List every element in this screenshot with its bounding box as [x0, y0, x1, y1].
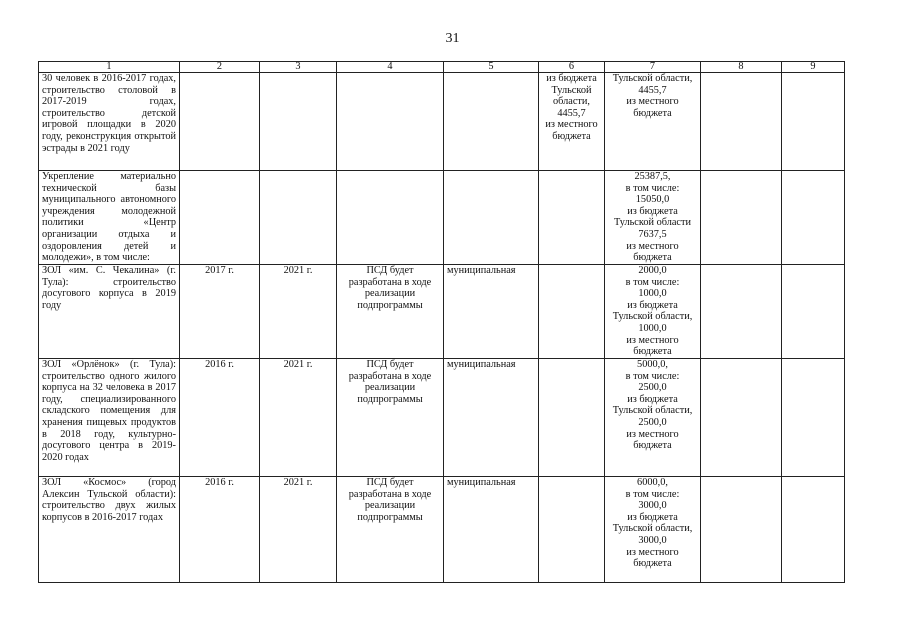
- row-5-col9: [782, 477, 845, 583]
- row-2-col8: [701, 171, 782, 265]
- row-4-funding-col7: 5000,0, в том числе: 2500,0 из бюджета Тульской области, 2500,0 из местного бюджета: [605, 359, 701, 477]
- row-2-funding-col6: [539, 171, 605, 265]
- table-row: [39, 171, 845, 265]
- row-1-ownership: [444, 73, 539, 171]
- row-5-col8: [701, 477, 782, 583]
- row-2-start-year: [180, 171, 260, 265]
- program-table: [38, 61, 845, 583]
- header-row: [39, 62, 845, 73]
- row-3-description: ЗОЛ «им. С. Чекалина» (г. Тула): строительство досугового корпуса в 2019 году: [39, 265, 180, 359]
- row-2-description: Укрепление материально технической базы муниципального автономного учреждения молодежной политики «Центр организации отдыха и оздоровления детей и молодежи», в том числе:: [39, 171, 180, 265]
- row-4-col8: [701, 359, 782, 477]
- column-header-9: 9: [782, 62, 845, 73]
- row-2-col9: [782, 171, 845, 265]
- row-5-description: ЗОЛ «Космос» (город Алексин Тульской области): строительство двух жилых корпусов в 2016-2017 годах: [39, 477, 180, 583]
- row-1-funding-col7: Тульской области, 4455,7 из местного бюджета: [605, 73, 701, 171]
- row-5-documentation: ПСД будет разработана в ходе реализации подпрограммы: [337, 477, 444, 583]
- table-row: [39, 73, 845, 171]
- row-2-documentation: [337, 171, 444, 265]
- column-header-8: 8: [701, 62, 782, 73]
- row-1-description: 30 человек в 2016-2017 годах, строительство столовой в 2017-2019 годах, строительство детской игровой площадки в 2020 году, реконструкция открытой эстрады в 2021 году: [39, 73, 180, 171]
- row-3-col9: [782, 265, 845, 359]
- row-1-documentation: [337, 73, 444, 171]
- table-row: [39, 359, 845, 477]
- row-5-funding-col7: 6000,0, в том числе: 3000,0 из бюджета Тульской области, 3000,0 из местного бюджета: [605, 477, 701, 583]
- row-4-end-year: 2021 г.: [260, 359, 337, 477]
- row-5-ownership: муниципальная: [444, 477, 539, 583]
- row-3-ownership: муниципальная: [444, 265, 539, 359]
- column-header-6: 6: [539, 62, 605, 73]
- row-1-end-year: [260, 73, 337, 171]
- row-1-col9: [782, 73, 845, 171]
- row-2-ownership: [444, 171, 539, 265]
- row-4-ownership: муниципальная: [444, 359, 539, 477]
- column-header-7: 7: [605, 62, 701, 73]
- row-1-start-year: [180, 73, 260, 171]
- row-4-start-year: 2016 г.: [180, 359, 260, 477]
- row-1-funding-col6: из бюджета Тульской области, 4455,7 из местного бюджета: [539, 73, 605, 171]
- column-header-3: 3: [260, 62, 337, 73]
- row-3-col8: [701, 265, 782, 359]
- table-row: [39, 477, 845, 583]
- column-header-4: 4: [337, 62, 444, 73]
- row-3-documentation: ПСД будет разработана в ходе реализации подпрограммы: [337, 265, 444, 359]
- row-5-start-year: 2016 г.: [180, 477, 260, 583]
- row-5-end-year: 2021 г.: [260, 477, 337, 583]
- column-header-2: 2: [180, 62, 260, 73]
- column-header-5: 5: [444, 62, 539, 73]
- row-4-documentation: ПСД будет разработана в ходе реализации подпрограммы: [337, 359, 444, 477]
- row-4-funding-col6: [539, 359, 605, 477]
- page-number: 31: [445, 31, 460, 46]
- row-4-col9: [782, 359, 845, 477]
- row-3-funding-col7: 2000,0 в том числе: 1000,0 из бюджета Тульской области, 1000,0 из местного бюджета: [605, 265, 701, 359]
- column-header-1: 1: [39, 62, 180, 73]
- row-2-end-year: [260, 171, 337, 265]
- row-1-col8: [701, 73, 782, 171]
- row-3-end-year: 2021 г.: [260, 265, 337, 359]
- row-4-description: ЗОЛ «Орлёнок» (г. Тула): строительство одного жилого корпуса на 32 человека в 2017 году, специализированного складского помещения для хранения пищевых продуктов в 2018 году, культурно-досугового центра в 2019-2020 годах: [39, 359, 180, 477]
- table-row: [39, 265, 845, 359]
- row-3-funding-col6: [539, 265, 605, 359]
- row-5-funding-col6: [539, 477, 605, 583]
- row-2-funding-col7: 25387,5, в том числе: 15050,0 из бюджета Тульской области 7637,5 из местного бюджета: [605, 171, 701, 265]
- row-3-start-year: 2017 г.: [180, 265, 260, 359]
